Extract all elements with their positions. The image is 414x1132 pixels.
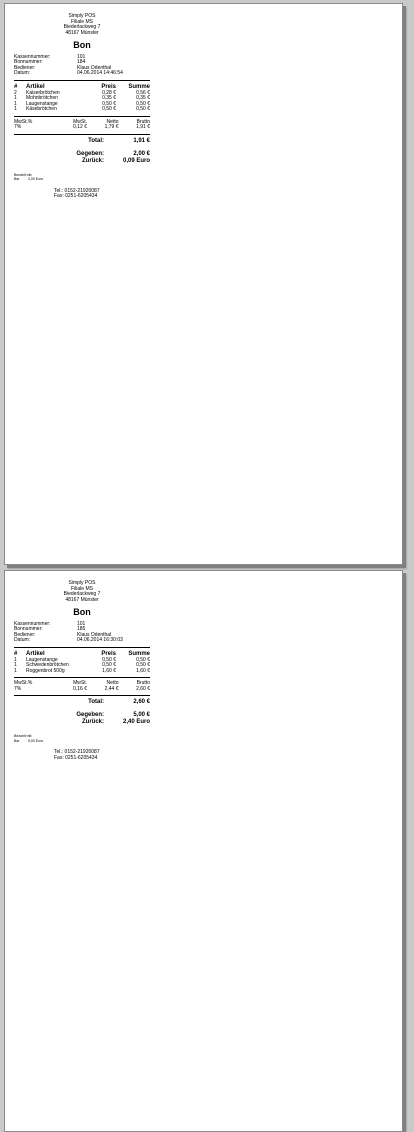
item-price: 0,28 €	[102, 89, 116, 96]
item-qty: 1	[14, 95, 17, 101]
tax-row	[14, 125, 150, 131]
change-label: Zurück:	[81, 157, 104, 164]
receipt-meta	[14, 55, 150, 77]
tax-gross: 1,91 €	[136, 124, 150, 130]
total-label: Total:	[88, 137, 104, 144]
items-table	[14, 651, 150, 675]
divider	[14, 695, 150, 696]
tax-header-net: Netto	[106, 680, 119, 686]
tax-rate: 7%	[14, 124, 22, 130]
divider	[14, 677, 150, 678]
tax-header-rate: MwSt.%	[14, 118, 33, 125]
tax-table	[14, 120, 150, 131]
meta-value: Klaus Odenthal	[77, 64, 112, 71]
item-price: 0,50 €	[102, 662, 116, 668]
item-sum: 0,50 €	[136, 656, 150, 663]
item-sum: 0,50 €	[136, 662, 150, 668]
paid-label: Bezahlt mit:	[14, 172, 33, 177]
divider	[14, 134, 150, 135]
meta-value: 101	[77, 620, 86, 627]
change-label: Zurück:	[81, 719, 104, 725]
item-row	[14, 669, 150, 675]
tax-row	[14, 687, 150, 693]
meta-label: Datum:	[14, 637, 31, 643]
shop-city: 48167 Münster	[65, 596, 99, 603]
total-row	[14, 138, 150, 145]
total-value: 2,60 €	[133, 699, 150, 705]
item-qty: 1	[14, 106, 17, 112]
contact-fax: Fax: 0251-6205434	[54, 754, 98, 761]
meta-label: Bonnummer:	[14, 59, 43, 65]
divider	[14, 80, 150, 81]
shop-city: 48167 Münster	[65, 29, 99, 36]
shop-address	[14, 14, 150, 36]
shop-street: Biederlackweg 7	[63, 24, 101, 30]
item-name: Roggenbrot 500g	[26, 667, 65, 674]
tax-header-gross: Brutto	[136, 680, 150, 686]
totals	[14, 138, 150, 165]
contact-info	[54, 750, 150, 761]
receipt-title: Bon	[73, 40, 91, 50]
item-sum: 0,56 €	[136, 89, 150, 96]
paid-label: Bezahlt mit:	[14, 734, 33, 738]
meta-label: Bediener:	[14, 64, 36, 71]
given-label: Gegeben:	[76, 150, 104, 157]
item-price: 1,60 €	[102, 667, 116, 674]
tax-table	[14, 681, 150, 692]
item-price: 0,50 €	[102, 100, 116, 107]
item-qty: 1	[14, 662, 17, 668]
item-price: 0,50 €	[102, 106, 116, 112]
contact-info	[54, 189, 150, 200]
contact-tel: Tel.: 0152-21920087	[54, 187, 100, 194]
receipt	[14, 14, 150, 200]
given-value: 5,00 €	[133, 712, 150, 718]
tax-net: 1,79 €	[104, 124, 119, 130]
tax-header-rate: MwSt.%	[14, 680, 33, 686]
shop-name: Simply POS	[68, 580, 96, 586]
tax-header-tax: MwSt.	[73, 680, 88, 686]
header-article: Artikel	[26, 650, 45, 657]
paid-method: Bar	[14, 738, 20, 743]
item-qty: 1	[14, 100, 17, 107]
paid-method: Bar	[14, 177, 20, 181]
item-sum: 1,60 €	[136, 667, 150, 674]
given-row	[14, 712, 150, 719]
paid-row	[14, 177, 150, 182]
item-sum: 0,50 €	[136, 106, 150, 112]
tax-header-gross: Brutto	[136, 118, 150, 125]
header-price: Preis	[101, 83, 116, 90]
tax-gross: 2,60 €	[136, 685, 150, 692]
header-article: Artikel	[26, 83, 45, 90]
meta-label: Datum:	[14, 70, 31, 76]
payment-info	[14, 173, 150, 182]
items-table	[14, 84, 150, 113]
meta-value: 04.06.2014 14:46:54	[77, 70, 123, 76]
paid-amount: 2,00 Euro	[28, 177, 44, 181]
item-price: 0,50 €	[102, 656, 116, 663]
item-name: Laugenstange	[26, 656, 58, 663]
header-num: #	[14, 650, 18, 657]
receipt-meta	[14, 622, 150, 644]
shop-branch: Filiale MS	[71, 585, 93, 592]
shop-street: Biederlackweg 7	[63, 591, 101, 597]
tax-header-tax: MwSt.	[73, 118, 88, 125]
meta-label: Kassennummer:	[14, 53, 51, 60]
item-name: Käsebrötchen	[26, 106, 57, 112]
tax-amount: 0,12 €	[73, 124, 88, 130]
shop-address	[14, 581, 150, 603]
tax-rate: 7%	[14, 685, 22, 692]
divider	[14, 647, 150, 648]
item-sum: 0,50 €	[136, 100, 150, 107]
meta-row	[14, 71, 150, 77]
item-name: Kaiserbrötchen	[26, 89, 60, 96]
total-value: 1,91 €	[133, 137, 150, 144]
item-price: 0,35 €	[102, 95, 116, 101]
shop-branch: Filiale MS	[71, 18, 93, 25]
header-sum: Summe	[128, 83, 150, 90]
item-qty: 1	[14, 667, 17, 674]
receipt-page	[4, 3, 403, 565]
totals	[14, 699, 150, 726]
meta-value: 184	[77, 59, 86, 65]
header-sum: Summe	[128, 650, 150, 657]
change-value: 0,09 Euro	[122, 157, 150, 164]
receipt-title: Bon	[73, 607, 91, 617]
total-label: Total:	[88, 699, 104, 705]
divider	[14, 116, 150, 117]
paid-amount: 5,00 Euro	[28, 738, 44, 743]
shop-name: Simply POS	[68, 13, 96, 19]
total-row	[14, 699, 150, 706]
meta-value: 101	[77, 53, 86, 60]
given-label: Gegeben:	[76, 712, 104, 718]
given-value: 2,00 €	[133, 150, 150, 157]
meta-label: Bediener:	[14, 631, 36, 638]
contact-tel: Tel.: 0152-21920087	[54, 749, 100, 755]
meta-label: Kassennummer:	[14, 620, 51, 627]
change-row	[14, 719, 150, 726]
given-row	[14, 151, 150, 158]
item-name: Laugenstange	[26, 100, 58, 107]
item-name: Mohnbrötchen	[26, 95, 58, 101]
payment-info	[14, 734, 150, 743]
item-sum: 0,35 €	[136, 95, 150, 101]
tax-net: 2,44 €	[104, 685, 119, 692]
item-name: Schwedenbrötchen	[26, 662, 69, 668]
change-value: 2,40 Euro	[122, 719, 150, 725]
meta-value: 04.06.2014 16:30:03	[77, 637, 123, 643]
change-row	[14, 158, 150, 165]
header-num: #	[14, 83, 18, 90]
item-qty: 2	[14, 89, 17, 96]
meta-row	[14, 638, 150, 644]
meta-value: 185	[77, 626, 86, 632]
paid-row	[14, 739, 150, 744]
header-price: Preis	[101, 650, 116, 657]
meta-label: Bonnummer:	[14, 626, 43, 632]
meta-value: Klaus Odenthal	[77, 631, 112, 638]
item-row	[14, 107, 150, 113]
tax-amount: 0,16 €	[73, 685, 88, 692]
item-qty: 1	[14, 656, 17, 663]
receipt	[14, 581, 150, 761]
tax-header-net: Netto	[106, 118, 119, 125]
contact-fax: Fax: 0251-6205434	[54, 193, 98, 199]
receipt-page	[4, 570, 403, 1132]
